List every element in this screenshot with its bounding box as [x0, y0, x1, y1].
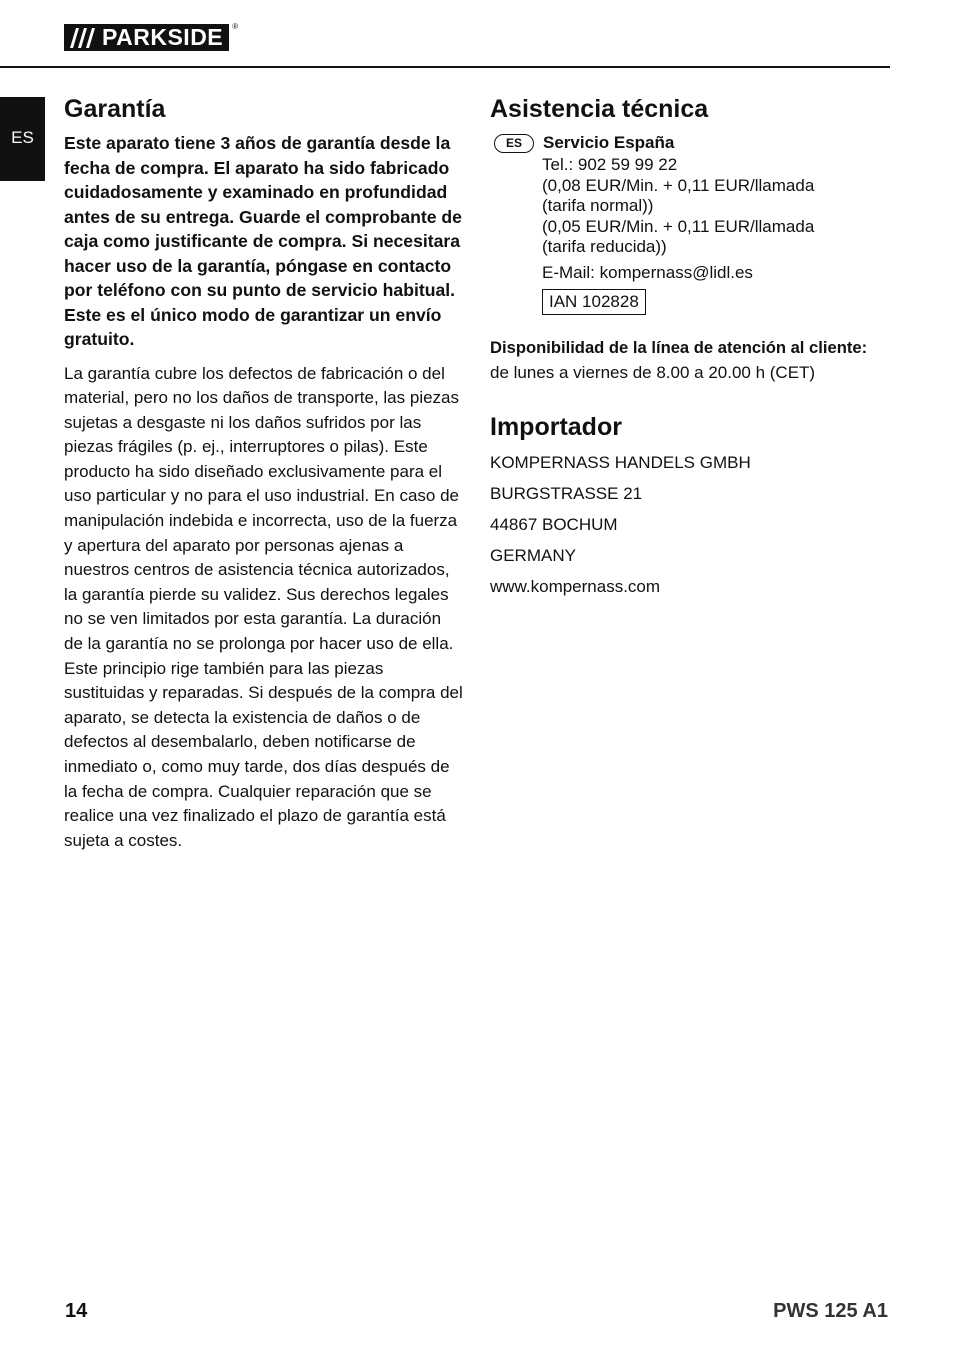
- support-title: Asistencia técnica: [490, 95, 709, 123]
- warranty-body: La garantía cubre los defectos de fabricación o del material, pero no los daños de transporte, las piezas sujetas a desgaste ni los daños sufridos por las piezas frágiles (p. ej., interruptores o pilas). Este producto ha sido diseñado exclusivamente para el uso particular y no para el uso industrial. En caso de manipulación indebida e incorrecta, uso de la fuerza y apertura del aparato por personas ajenas a nuestros centros de asistencia técnica autorizados, la garantía pierde su validez. Sus derechos legales no se ven limitados por esta garantía. La duración de la garantía no se prolonga por hacer uso de ella. Este principio rige también para las piezas sustituidas y reparadas. Si después de la compra del aparato, se detecta la existencia de daños o de defectos al desembalarlo, deben notificarse de inmediato o, como muy tarde, dos días después de la fecha de compra. Cualquier reparación que se realice una vez finalizado el plazo de garantía está sujeta a costes.: [64, 363, 463, 850]
- phone-number: Tel.: 902 59 99 22: [542, 155, 678, 174]
- language-tab: ES: [0, 97, 45, 181]
- importer-street: BURGSTRASSE 21: [490, 484, 643, 503]
- rate-reduced-line-2: (tarifa reducida)): [542, 237, 667, 256]
- service-name: Servicio España: [543, 133, 675, 152]
- support-column: [490, 91, 910, 602]
- logo-stripes-icon: [64, 24, 98, 51]
- support-email[interactable]: E-Mail: kompernass@lidl.es: [542, 262, 753, 282]
- importer-website[interactable]: www.kompernass.com: [490, 577, 661, 596]
- page-number: 14: [65, 1300, 88, 1322]
- header-divider: [0, 66, 890, 68]
- warranty-title: Garantía: [64, 95, 166, 123]
- parkside-logo: [64, 22, 239, 51]
- rate-normal-line-1: (0,08 EUR/Min. + 0,11 EUR/llamada: [542, 175, 815, 195]
- contact-details: [542, 155, 910, 315]
- service-header: [490, 131, 910, 155]
- ian-number: IAN 102828: [542, 289, 646, 315]
- availability-text: de lunes a viernes de 8.00 a 20.00 h (CET): [490, 363, 816, 382]
- importer-title: Importador: [490, 413, 622, 441]
- rate-reduced-line-1: (0,05 EUR/Min. + 0,11 EUR/llamada: [542, 216, 815, 236]
- model-number: PWS 125 A1: [773, 1300, 888, 1322]
- brand-name: PARKSIDE: [98, 24, 229, 51]
- importer-city: 44867 BOCHUM: [490, 515, 618, 534]
- availability-title: Disponibilidad de la línea de atención al cliente:: [490, 338, 868, 357]
- warranty-section: [64, 91, 464, 853]
- rate-normal-line-2: (tarifa normal)): [542, 196, 654, 215]
- warranty-intro: Este aparato tiene 3 años de garantía desde la fecha de compra. El aparato ha sido fabricado cuidadosamente y examinado en profundidad antes de su entrega. Guarde el comprobante de caja como justificante de compra. Si necesitara hacer uso de la garantía, póngase en contacto por teléfono con su punto de servicio habitual. Este es el único modo de garantizar un envío gratuito.: [64, 133, 462, 349]
- registered-mark: ®: [232, 22, 239, 31]
- country-badge: ES: [494, 134, 534, 153]
- importer-company: KOMPERNASS HANDELS GMBH: [490, 453, 751, 472]
- importer-country: GERMANY: [490, 546, 576, 565]
